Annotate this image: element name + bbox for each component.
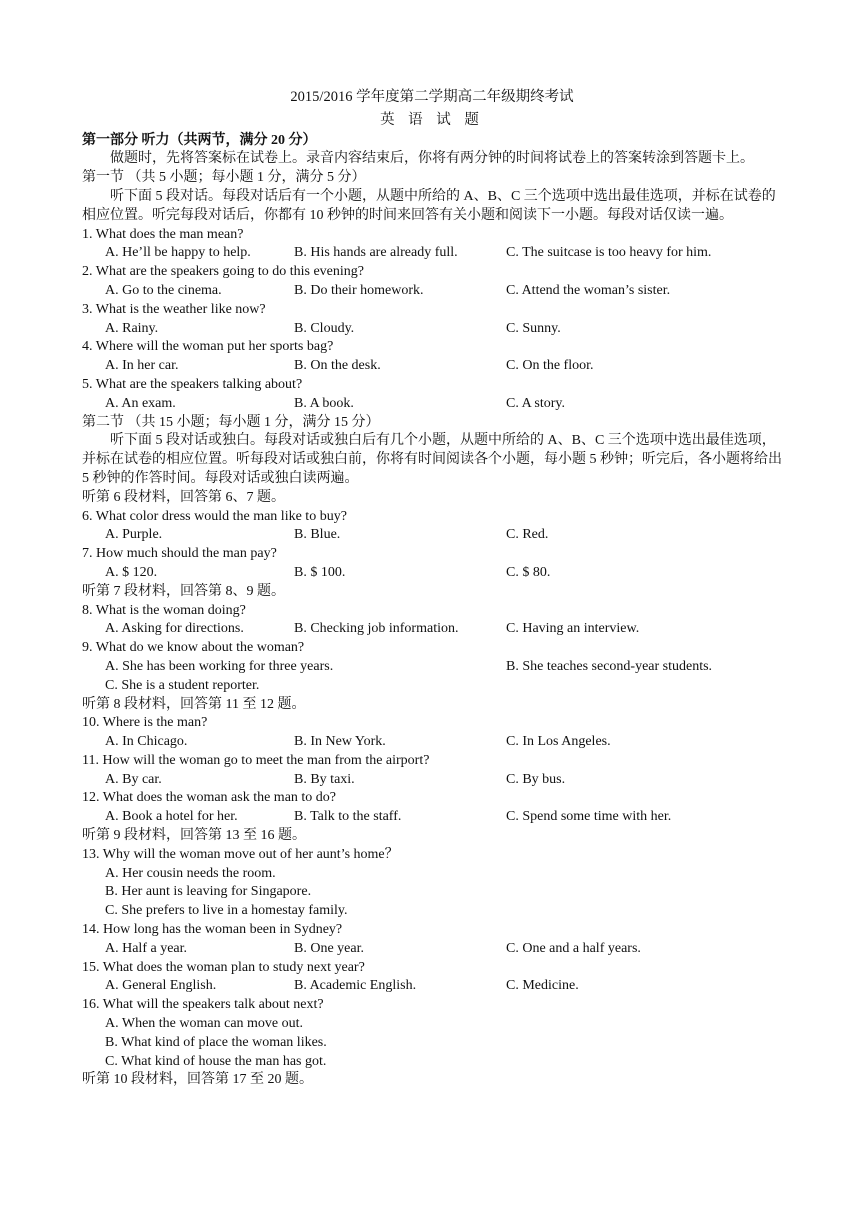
option-c: C. A story. — [506, 395, 565, 411]
option-a: A. Go to the cinema. — [105, 282, 222, 298]
option-a: A. Asking for directions. — [105, 621, 244, 637]
option-13-b: B. Her aunt is leaving for Singapore. — [105, 884, 312, 900]
option-b: B. Checking job information. — [294, 621, 459, 637]
options-1 — [82, 244, 782, 263]
options-3 — [82, 320, 782, 339]
option-b: B. Blue. — [294, 527, 341, 543]
option-a: A. An exam. — [105, 395, 176, 411]
option-b: B. Do their homework. — [294, 282, 424, 298]
question-7: 7. How much should the man pay? — [82, 546, 277, 562]
material-9: 听第 9 段材料，回答第 13 至 16 题。 — [82, 828, 306, 844]
option-a: A. Half a year. — [105, 940, 188, 956]
section1-heading: 第一节 （共 5 小题；每小题 1 分，满分 5 分） — [82, 170, 366, 186]
section2-instruction: 听下面 5 段对话或独白。每段对话或独白后有几个小题，从题中所给的 A、B、C 三个选项中选出最佳选项，并标在试卷的相应位置。听每段对话或独白前，你将有时间阅读各个小题，每小题 5 秒钟；听完后，各小题将给出 5 秒钟的作答时间。每段对话或独白读两遍。 — [82, 433, 782, 486]
question-2: 2. What are the speakers going to do this evening? — [82, 264, 364, 280]
option-b: B. In New York. — [294, 734, 386, 750]
option-c: C. One and a half years. — [506, 940, 641, 956]
option-c: C. $ 80. — [506, 564, 551, 580]
option-a: A. Purple. — [105, 527, 163, 543]
material-8: 听第 8 段材料，回答第 11 至 12 题。 — [82, 696, 306, 712]
options-2 — [82, 282, 782, 301]
options-6 — [82, 526, 782, 545]
option-16-b: B. What kind of place the woman likes. — [105, 1034, 327, 1050]
question-6: 6. What color dress would the man like to buy? — [82, 508, 347, 524]
option-c: C. Spend some time with her. — [506, 809, 672, 825]
option-a: A. General English. — [105, 978, 217, 994]
options-10 — [82, 733, 782, 752]
question-9: 9. What do we know about the woman? — [82, 640, 305, 656]
option-a: A. He’ll be happy to help. — [105, 245, 251, 261]
section2-heading: 第二节 （共 15 小题；每小题 1 分，满分 15 分） — [82, 414, 380, 430]
question-1: 1. What does the man mean? — [82, 226, 244, 242]
options-9-ab — [82, 658, 782, 677]
options-12 — [82, 808, 782, 827]
option-a: A. In her car. — [105, 358, 179, 374]
material-6: 听第 6 段材料，回答第 6、7 题。 — [82, 489, 285, 505]
question-14: 14. How long has the woman been in Sydney? — [82, 922, 343, 938]
option-b: B. She teaches second-year students. — [506, 658, 713, 674]
options-14 — [82, 940, 782, 959]
question-16: 16. What will the speakers talk about next? — [82, 997, 324, 1013]
section1-instruction: 听下面 5 段对话。每段对话后有一个小题，从题中所给的 A、B、C 三个选项中选出最佳选项，并标在试卷的相应位置。听完每段对话后，你都有 10 秒钟的时间来回答有关小题和阅读下一小题。每段对话仅读一遍。 — [82, 188, 776, 223]
question-12: 12. What does the woman ask the man to do? — [82, 790, 337, 806]
part1-instruction: 做题时，先将答案标在试卷上。录音内容结束后，你将有两分钟的时间将试卷上的答案转涂到答题卡上。 — [110, 151, 754, 167]
option-c: C. Red. — [506, 527, 549, 543]
option-c: C. The suitcase is too heavy for him. — [506, 245, 712, 261]
option-a: A. $ 120. — [105, 564, 158, 580]
option-c: C. In Los Angeles. — [506, 734, 611, 750]
options-5 — [82, 395, 782, 414]
option-b: B. His hands are already full. — [294, 245, 458, 261]
option-b: B. On the desk. — [294, 358, 381, 374]
exam-title: 2015/2016 学年度第二学期高二年级期终考试 — [290, 89, 574, 105]
options-15 — [82, 977, 782, 996]
question-5: 5. What are the speakers talking about? — [82, 376, 303, 392]
option-c: C. Attend the woman’s sister. — [506, 282, 671, 298]
options-4 — [82, 357, 782, 376]
question-3: 3. What is the weather like now? — [82, 301, 266, 317]
material-7: 听第 7 段材料，回答第 8、9 题。 — [82, 583, 285, 599]
exam-subtitle: 英 语 试 题 — [380, 111, 484, 128]
option-13-c: C. She prefers to live in a homestay family. — [105, 903, 348, 919]
question-8: 8. What is the woman doing? — [82, 602, 246, 618]
question-4: 4. Where will the woman put her sports bag? — [82, 339, 334, 355]
options-7 — [82, 564, 782, 583]
option-b: B. Academic English. — [294, 978, 417, 994]
options-8 — [82, 620, 782, 639]
options-11 — [82, 771, 782, 790]
option-b: B. A book. — [294, 395, 354, 411]
option-13-a: A. Her cousin needs the room. — [105, 865, 276, 881]
option-a: A. She has been working for three years. — [105, 658, 334, 674]
option-16-c: C. What kind of house the man has got. — [105, 1053, 327, 1069]
option-a: A. Rainy. — [105, 320, 159, 336]
question-11: 11. How will the woman go to meet the man from the airport? — [82, 752, 430, 768]
options-9-c — [82, 677, 782, 696]
option-c: C. She is a student reporter. — [105, 677, 260, 693]
option-16-a: A. When the woman can move out. — [105, 1016, 304, 1032]
option-c: C. On the floor. — [506, 358, 594, 374]
option-b: B. $ 100. — [294, 564, 346, 580]
option-b: B. One year. — [294, 940, 364, 956]
option-a: A. In Chicago. — [105, 734, 188, 750]
part1-heading: 第一部分 听力（共两节，满分 20 分） — [82, 132, 317, 148]
material-10: 听第 10 段材料，回答第 17 至 20 题。 — [82, 1072, 313, 1088]
option-c: C. Having an interview. — [506, 621, 640, 637]
exam-page — [82, 88, 782, 1090]
option-a: A. Book a hotel for her. — [105, 809, 238, 825]
option-b: B. Talk to the staff. — [294, 809, 402, 825]
option-b: B. By taxi. — [294, 771, 355, 787]
question-13: 13. Why will the woman move out of her aunt’s home？ — [82, 846, 399, 862]
option-c: C. Sunny. — [506, 320, 561, 336]
option-b: B. Cloudy. — [294, 320, 355, 336]
option-c: C. Medicine. — [506, 978, 579, 994]
option-c: C. By bus. — [506, 771, 566, 787]
question-10: 10. Where is the man? — [82, 715, 208, 731]
option-a: A. By car. — [105, 771, 162, 787]
question-15: 15. What does the woman plan to study next year? — [82, 959, 365, 975]
